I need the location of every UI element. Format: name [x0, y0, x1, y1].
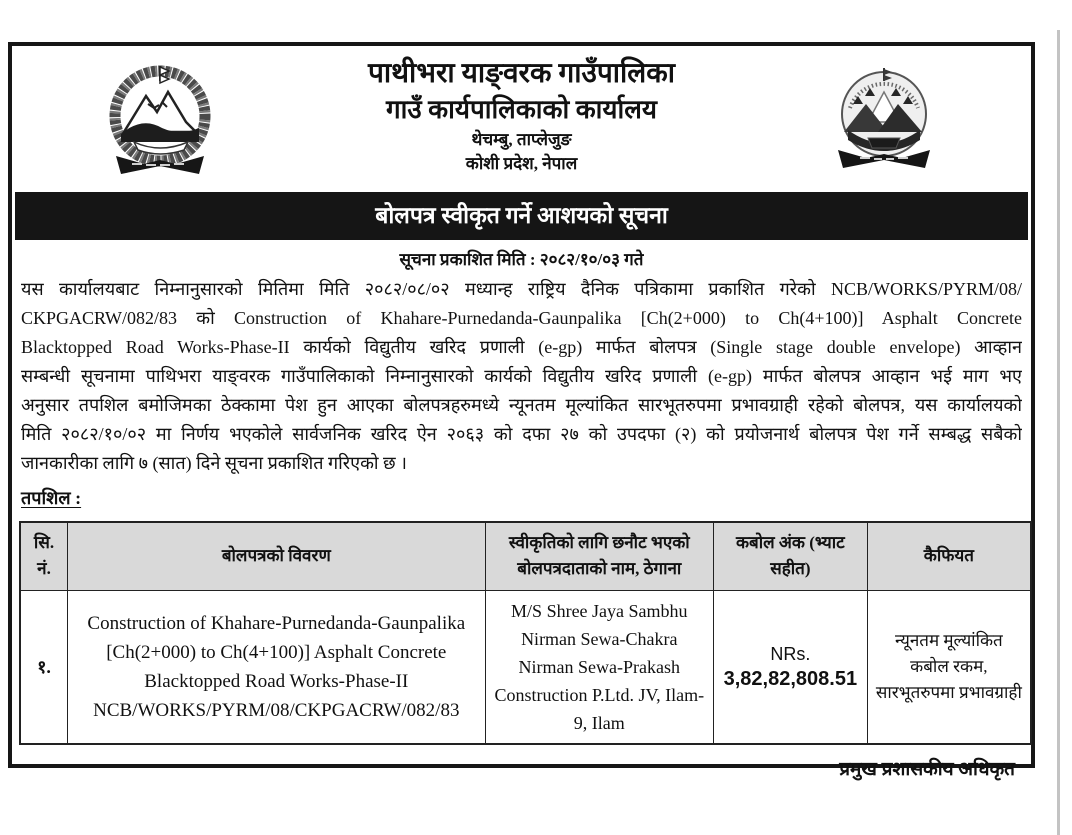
body-line: यस कार्यालयबाट निम्नानुसारको मितिमा मिति २०८२/०८/०२ मध्यान्ह राष्ट्रिय दैनिक पत्रिकामा प्रकाशित गरेको NCB/WORKS/PYRM/08/	[21, 279, 1022, 299]
scan-edge-artifact	[1057, 30, 1060, 835]
body-line: अनुसार तपशिल बमोजिमका ठेक्कामा पेश हुन आएका बोलपत्रहरुमध्ये न्यूनतम मूल्यांकित सारभूतरुपमा प्रभावग्राही रहेको बोलपत्र, यस कार्यालयको	[21, 395, 1022, 415]
col-header-sn: सि. नं.	[20, 522, 68, 590]
published-date: सूचना प्रकाशित मिति : २०८२/१०/०३ गते	[399, 250, 644, 269]
row-sn: १.	[20, 590, 68, 744]
office-name: गाउँ कार्यपालिकाको कार्यालय	[386, 95, 657, 124]
body-line: सम्बन्धी सूचनामा पाथिभरा याङ्वरक गाउँपालिकाको निम्नानुसारको कार्यको विद्युतीय खरिद प्रणाली (e-gp) मार्फत बोलपत्र आव्हान भई माग भए	[21, 366, 1022, 386]
col-header-description: बोलपत्रको विवरण	[68, 522, 486, 590]
notice-border-frame	[8, 42, 1035, 780]
table-header-row	[20, 522, 1031, 590]
details-label: तपशिल :	[21, 488, 82, 508]
row-amount	[714, 590, 868, 744]
table-row	[20, 590, 1031, 744]
row-description: Construction of Khahare-Purnedanda-Gaunpalika [Ch(2+000) to Ch(4+100)] Asphalt Concrete Blacktopped Road Works-Phase-II NCB/WORKS/PYRM/08/CKPGACRW/082/83	[68, 590, 486, 744]
letterhead	[12, 46, 1031, 192]
address-line: थेचम्बु, ताप्लेजुङ	[471, 130, 572, 149]
amount-currency: NRs.	[770, 643, 811, 664]
municipality-seal-icon	[828, 62, 940, 174]
body-line: जानकारीका लागि ७ (सात) दिने सूचना प्रकाशित गरिएको छ ।	[21, 453, 407, 473]
notice-body	[21, 275, 1022, 478]
notice-title-banner: बोलपत्र स्वीकृत गर्ने आशयको सूचना	[15, 192, 1028, 240]
tender-table	[19, 521, 1032, 745]
amount-value: 3,82,82,808.51	[723, 667, 858, 690]
col-header-bidder: स्वीकृतिको लागि छनौट भएको बोलपत्रदाताको नाम, ठेगाना	[485, 522, 713, 590]
municipality-name: पाथीभरा याङ्वरक गाउँपालिका	[367, 58, 676, 89]
row-remarks: न्यूनतम मूल्यांकित कबोल रकम, सारभूतरुपमा प्रभावग्राही	[867, 590, 1031, 744]
nepal-coat-of-arms-icon	[104, 58, 216, 186]
signature-title: प्रमुख प्रशासकीय अधिकृत	[839, 758, 1015, 780]
col-header-remarks: कैफियत	[867, 522, 1031, 590]
body-line: मिति २०८२/१०/०२ मा निर्णय भएकोले सार्वजनिक खरिद ऐन २०६३ को दफा २७ को उपदफा (२) को प्रयोजनार्थ बोलपत्र पेश गर्ने सम्बद्ध सबैको	[21, 424, 1022, 444]
col-header-amount: कबोल अंक (भ्याट सहीत)	[714, 522, 868, 590]
body-line: Blacktopped Road Works-Phase-II कार्यको विद्युतीय खरिद प्रणाली (e-gp) मार्फत बोलपत्र (Single stage double envelope) आव्हान	[21, 337, 1022, 357]
body-line: CKPGACRW/082/83 को Construction of Khahare-Purnedanda-Gaunpalika [Ch(2+000) to Ch(4+100)] Asphalt Concrete	[21, 308, 1022, 328]
row-bidder: M/S Shree Jaya Sambhu Nirman Sewa-Chakra Nirman Sewa-Prakash Construction P.Ltd. JV, Ilam-9, Ilam	[485, 590, 713, 744]
province-line: कोशी प्रदेश, नेपाल	[465, 154, 578, 173]
